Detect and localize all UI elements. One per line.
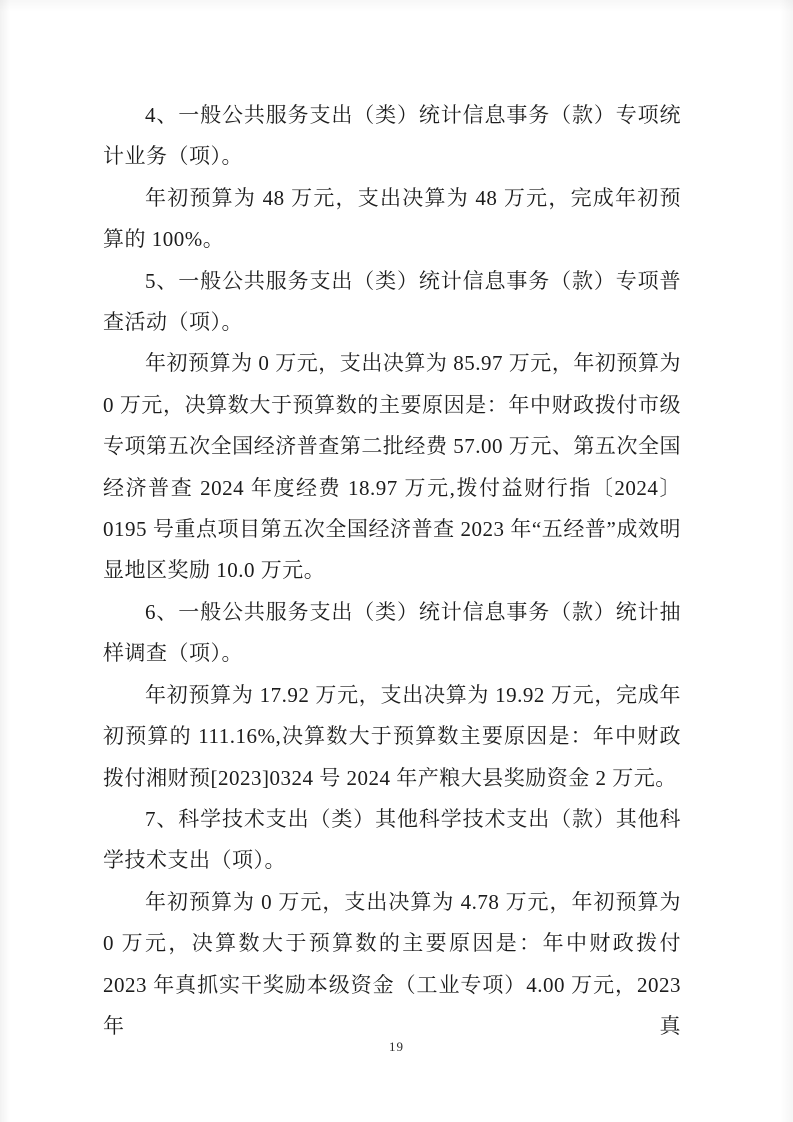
- page-number: 19: [389, 1039, 404, 1054]
- para-item-7-detail: 年初预算为 0 万元，支出决算为 4.78 万元，年初预算为 0 万元，决算数大于预算数的主要原因是：年中财政拨付 2023 年真抓实干奖励本级资金（工业专项）4.00 万元，2023 年真: [103, 889, 681, 1038]
- para-item-4-detail: 年初预算为 48 万元，支出决算为 48 万元，完成年初预算的 100%。: [103, 185, 681, 252]
- para-item-7-title: 7、科学技术支出（类）其他科学技术支出（款）其他科学技术支出（项）。: [103, 806, 681, 873]
- para-item-6-detail: 年初预算为 17.92 万元，支出决算为 19.92 万元，完成年初预算的 111.16%,决算数大于预算数主要原因是：年中财政拨付湘财预[2023]0324 号 2024 年产粮大县奖励资金 2 万元。: [103, 682, 681, 790]
- para-item-6-title: 6、一般公共服务支出（类）统计信息事务（款）统计抽样调查（项）。: [103, 599, 681, 666]
- page-footer: [0, 1038, 793, 1056]
- para-item-4-title: 4、一般公共服务支出（类）统计信息事务（款）专项统计业务（项）。: [103, 103, 681, 169]
- document-body: [103, 95, 681, 1047]
- para-item-5-detail: 年初预算为 0 万元，支出决算为 85.97 万元，年初预算为 0 万元，决算数大于预算数的主要原因是：年中财政拨付市级专项第五次全国经济普查第二批经费 57.00 万元、第五次全国经济普查 2024 年度经费 18.97 万元,拨付益财行指〔2024〕0195 号重点项目第五次全国经济普查 2023 年“五经普”成效明显地区奖励 10.0 万元。: [103, 351, 681, 583]
- para-item-5-title: 5、一般公共服务支出（类）统计信息事务（款）专项普查活动（项）。: [103, 268, 681, 335]
